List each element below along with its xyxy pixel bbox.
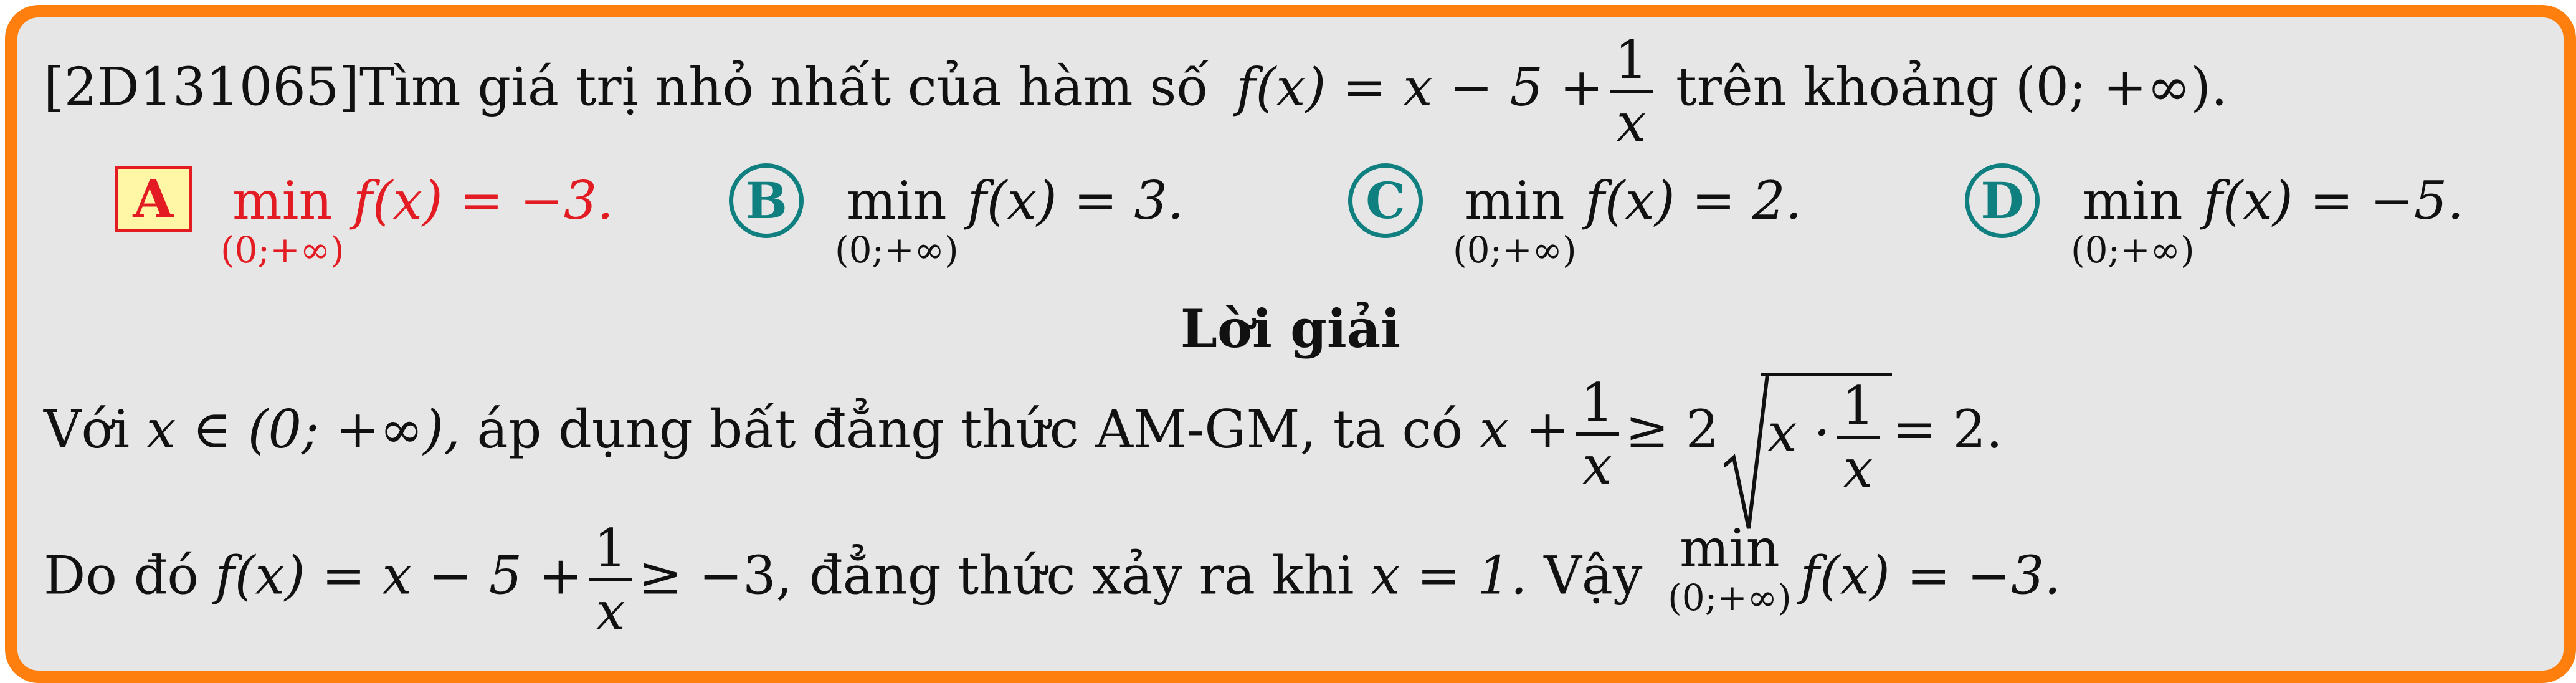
equality-text: đẳng thức xảy ra khi xyxy=(809,545,1354,606)
text-therefore: Do đó xyxy=(44,545,199,606)
min-subscript: (0;+∞) xyxy=(2071,229,2195,271)
conclusion-min xyxy=(1668,518,1792,619)
function-expression: f(x) = x − 5 + xyxy=(215,545,583,606)
sqrt-content: x · xyxy=(1767,402,1830,464)
option-d-letter: D xyxy=(1980,171,2024,230)
question-fraction xyxy=(1610,29,1653,153)
amgm-inequality: ≥ 2 xyxy=(1625,399,1719,460)
sqrt-expression xyxy=(1724,373,1892,499)
min-subscript: (0;+∞) xyxy=(1453,229,1577,271)
min-subscript: (0;+∞) xyxy=(221,229,345,271)
option-d-badge[interactable] xyxy=(1965,163,2040,238)
option-d-min xyxy=(2071,170,2195,271)
equality-point: x = 1. xyxy=(1371,545,1528,606)
option-d[interactable] xyxy=(2062,170,2464,271)
radical-sign-icon xyxy=(1724,373,1769,535)
option-a-letter: A xyxy=(133,168,174,230)
question-card xyxy=(5,5,2576,683)
question-interval: trên khoảng (0; +∞). xyxy=(1676,56,2228,118)
option-a-badge[interactable] xyxy=(115,166,192,232)
min-subscript: (0;+∞) xyxy=(1668,576,1792,619)
sqrt-fraction xyxy=(1837,375,1880,499)
option-b-badge[interactable] xyxy=(729,163,804,238)
domain-condition: x ∈ (0; +∞), xyxy=(146,399,460,460)
option-b-min xyxy=(835,170,959,271)
min-subscript: (0;+∞) xyxy=(835,229,959,271)
fraction-numerator: 1 xyxy=(589,522,632,581)
min-operator: min xyxy=(847,170,947,231)
option-c-letter: C xyxy=(1366,171,1405,230)
fraction-numerator: 1 xyxy=(1610,34,1653,93)
conclusion-value: f(x) = −3. xyxy=(1800,545,2061,606)
question-line xyxy=(44,29,2228,153)
fraction-numerator: 1 xyxy=(1837,380,1880,439)
option-b-expression: f(x) = 3. xyxy=(967,170,1184,231)
solution-heading: Lời giải xyxy=(1180,298,1401,360)
option-b[interactable] xyxy=(826,170,1184,271)
option-a[interactable] xyxy=(212,170,614,271)
fraction-denominator: x xyxy=(1843,438,1873,499)
text-so: Vậy xyxy=(1544,545,1643,606)
option-a-expression: f(x) = −3. xyxy=(353,170,614,231)
option-a-min xyxy=(221,170,345,271)
question-function: f(x) = x − 5 + xyxy=(1236,56,1604,118)
option-d-expression: f(x) = −5. xyxy=(2203,170,2464,231)
amgm-lhs: x + xyxy=(1479,399,1570,460)
min-operator: min xyxy=(1680,518,1780,579)
amgm-fraction xyxy=(1576,371,1618,496)
option-c-expression: f(x) = 2. xyxy=(1585,170,1802,231)
min-operator: min xyxy=(1465,170,1565,231)
solution-line-1 xyxy=(44,371,2003,499)
min-operator: min xyxy=(2083,170,2183,231)
fraction-denominator: x xyxy=(1616,92,1647,153)
fraction-denominator: x xyxy=(596,581,625,642)
question-prompt: Tìm giá trị nhỏ nhất của hàm số xyxy=(359,56,1209,118)
option-c-badge[interactable] xyxy=(1348,163,1423,238)
option-c-min xyxy=(1453,170,1577,271)
min-operator: min xyxy=(232,170,333,231)
option-b-letter: B xyxy=(745,171,787,230)
amgm-text: áp dụng bất đẳng thức AM-GM, ta có xyxy=(477,399,1463,460)
line2-fraction xyxy=(589,518,632,642)
lower-bound: ≥ −3, xyxy=(638,545,793,606)
solution-line-2 xyxy=(44,518,2061,642)
fraction-denominator: x xyxy=(1582,434,1612,496)
question-code: [2D131065] xyxy=(44,56,359,118)
amgm-result: = 2. xyxy=(1892,399,2003,460)
text-with: Với xyxy=(44,399,130,460)
fraction-numerator: 1 xyxy=(1576,376,1618,436)
option-c[interactable] xyxy=(1444,170,1802,271)
